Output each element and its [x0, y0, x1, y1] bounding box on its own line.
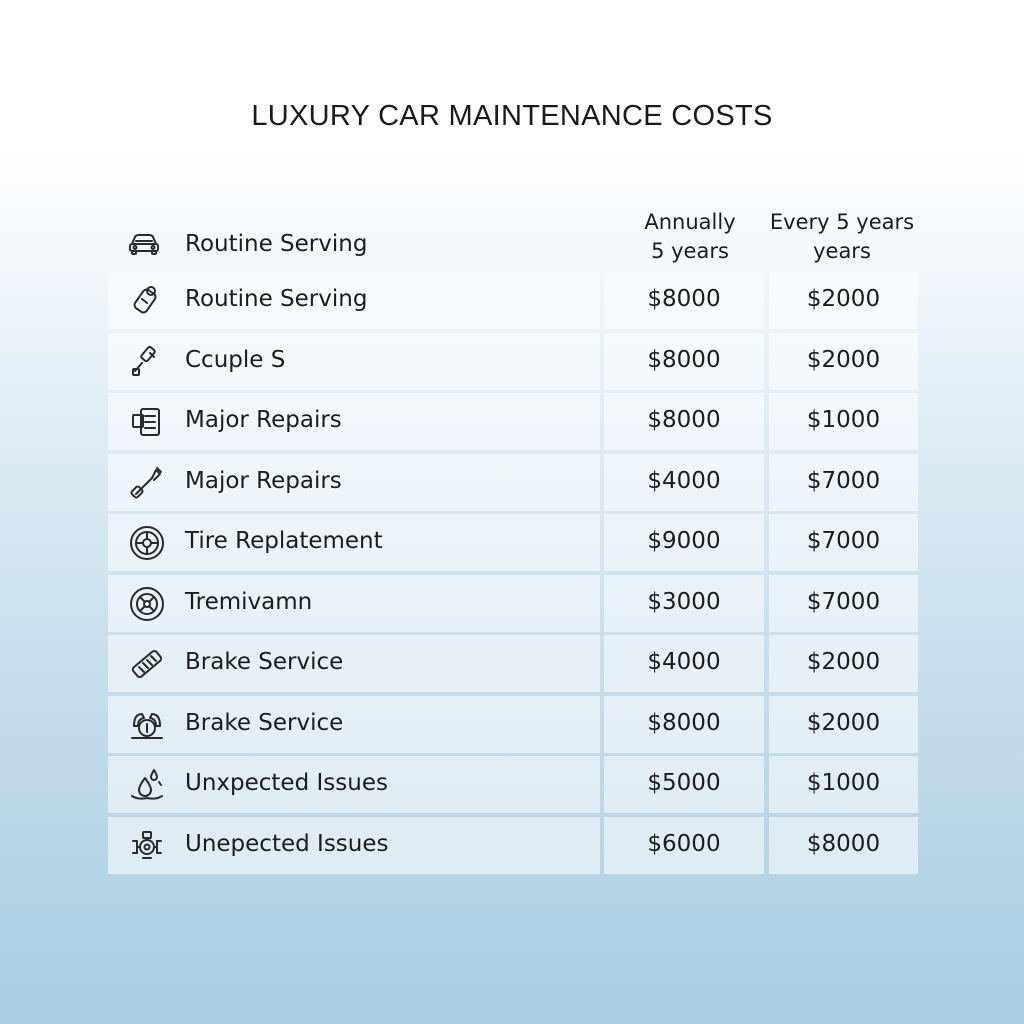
annual-value: $9000: [647, 528, 721, 554]
name-cell: [108, 393, 600, 450]
wheel-icon: [128, 585, 166, 623]
five-year-value: $2000: [806, 346, 881, 373]
table-row: [108, 756, 918, 813]
annual-value: $4000: [647, 649, 721, 675]
tire-icon: [128, 524, 166, 562]
table-row: [108, 393, 918, 450]
spark-plug-icon: [128, 343, 166, 381]
annual-value: $5000: [647, 770, 721, 796]
brake-caliper-icon: [128, 706, 166, 744]
row-label: Major Repairs: [185, 467, 342, 494]
row-label: Unxpected Issues: [185, 770, 388, 796]
table-row: [108, 817, 918, 874]
column-header-line: 5 years: [651, 239, 729, 263]
row-label: Brake Service: [185, 649, 344, 675]
name-cell: [108, 635, 600, 692]
name-cell: [108, 575, 600, 632]
row-label: Ccuple S: [185, 346, 286, 373]
table-row: [108, 635, 918, 692]
table-row: [108, 272, 918, 329]
name-cell: [108, 696, 600, 753]
wrench-icon: [128, 464, 166, 502]
five-year-value: $1000: [806, 407, 881, 433]
table-row: [108, 696, 918, 753]
five-year-value: $7000: [806, 588, 881, 615]
name-cell: [108, 333, 600, 390]
table-row: [108, 454, 918, 511]
column-header-line: Annually: [644, 210, 736, 234]
name-cell: [108, 454, 600, 511]
cost-table: [108, 204, 918, 877]
table-row: [108, 514, 918, 571]
five-year-value: $1000: [806, 770, 881, 796]
annual-value: $8000: [647, 407, 721, 433]
annual-value: $3000: [647, 588, 721, 615]
five-year-value: $2000: [806, 286, 881, 312]
annual-value: $6000: [647, 830, 721, 857]
engine-icon: [128, 827, 166, 865]
row-label: Brake Service: [185, 709, 344, 736]
row-label: Unepected Issues: [185, 830, 389, 857]
five-year-value: $2000: [806, 649, 881, 675]
column-header-line: years: [813, 239, 871, 263]
annual-value: $4000: [647, 467, 721, 494]
brake-pad-icon: [128, 645, 166, 683]
annual-value: $8000: [647, 709, 721, 736]
annual-value: $8000: [647, 346, 721, 373]
row-label: Tremivamn: [185, 588, 313, 615]
table-header: [108, 204, 918, 272]
row-label: Tire Replatement: [185, 528, 383, 554]
five-year-value: $2000: [806, 709, 881, 736]
chart-title: LUXURY CAR MAINTENANCE COSTS: [251, 100, 773, 132]
table-row: [108, 333, 918, 390]
five-year-value: $8000: [806, 830, 881, 857]
document-icon: [128, 403, 166, 441]
car-icon: [128, 228, 160, 256]
table-row: [108, 575, 918, 632]
row-label: Major Repairs: [185, 407, 342, 433]
key-fob-icon: [128, 282, 166, 320]
five-year-value: $7000: [806, 528, 881, 554]
column-header-line: Every 5 years: [769, 210, 915, 234]
row-label: Routine Serving: [185, 286, 368, 312]
column-header-every-5-years: [767, 208, 917, 266]
column-header-annually: [615, 208, 765, 266]
five-year-value: $7000: [806, 467, 881, 494]
header-label: Routine Serving: [185, 231, 368, 257]
oil-drop-icon: [128, 766, 166, 804]
annual-value: $8000: [647, 286, 721, 312]
